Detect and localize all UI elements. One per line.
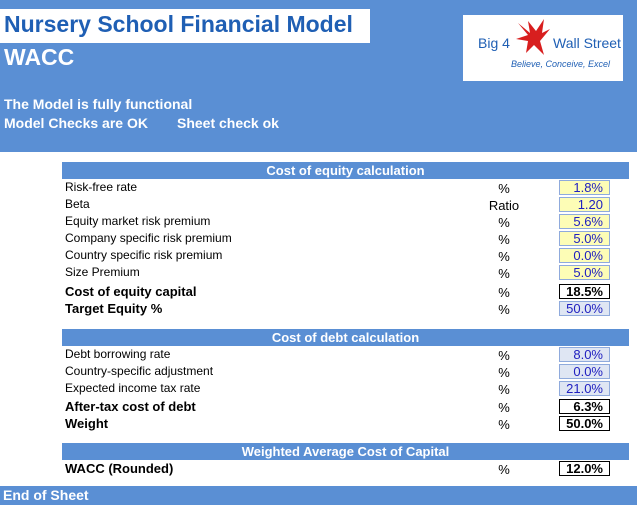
after-tax-debt-value[interactable]: 6.3% <box>559 399 610 414</box>
equity-panel <box>62 179 629 321</box>
row-label: After-tax cost of debt <box>65 399 196 414</box>
row-label: WACC (Rounded) <box>65 461 174 476</box>
row-unit: % <box>498 285 510 300</box>
debt-panel <box>62 346 629 434</box>
status-sheet-check: Sheet check ok <box>177 115 279 131</box>
row-unit: % <box>498 462 510 477</box>
status-functional: The Model is fully functional <box>4 96 193 112</box>
cost-of-equity-value[interactable]: 18.5% <box>559 284 610 299</box>
table-row <box>62 247 629 264</box>
row-unit: % <box>498 382 510 397</box>
row-unit: % <box>498 232 510 247</box>
equity-section-heading: Cost of equity calculation <box>62 162 629 179</box>
row-label: Debt borrowing rate <box>65 347 171 361</box>
table-row <box>62 398 629 415</box>
row-unit: % <box>498 400 510 415</box>
debt-rate-input[interactable]: 8.0% <box>559 347 610 362</box>
row-unit: % <box>498 215 510 230</box>
table-row <box>62 179 629 196</box>
country-adjustment-input[interactable]: 0.0% <box>559 364 610 379</box>
wacc-panel <box>62 460 629 480</box>
country-risk-premium-input[interactable]: 0.0% <box>559 248 610 263</box>
sheet-subtitle: WACC <box>4 44 75 70</box>
status-model-checks: Model Checks are OK <box>4 115 148 131</box>
table-row <box>62 230 629 247</box>
row-unit: % <box>498 302 510 317</box>
row-unit: % <box>498 365 510 380</box>
logo-word-2: Wall Street <box>553 35 621 51</box>
tax-rate-input[interactable]: 21.0% <box>559 381 610 396</box>
row-unit: % <box>498 417 510 432</box>
wacc-value[interactable]: 12.0% <box>559 461 610 476</box>
row-unit: Ratio <box>488 198 520 213</box>
table-row <box>62 213 629 230</box>
debt-section-heading: Cost of debt calculation <box>62 329 629 346</box>
row-label: Company specific risk premium <box>65 231 232 245</box>
company-risk-premium-input[interactable]: 5.0% <box>559 231 610 246</box>
table-row <box>62 460 629 477</box>
size-premium-input[interactable]: 5.0% <box>559 265 610 280</box>
equity-risk-premium-input[interactable]: 5.6% <box>559 214 610 229</box>
row-unit: % <box>498 266 510 281</box>
table-row <box>62 415 629 432</box>
end-of-sheet-label: End of Sheet <box>3 487 89 503</box>
row-unit: % <box>498 249 510 264</box>
row-label: Equity market risk premium <box>65 214 211 228</box>
debt-weight-value[interactable]: 50.0% <box>559 416 610 431</box>
logo-word-1: Big 4 <box>478 35 510 51</box>
company-logo <box>463 15 623 81</box>
row-label: Weight <box>65 416 109 431</box>
table-row <box>62 264 629 281</box>
row-label: Risk-free rate <box>65 180 138 194</box>
table-row <box>62 196 629 213</box>
risk-free-rate-input[interactable]: 1.8% <box>559 180 610 195</box>
row-unit: % <box>498 348 510 363</box>
table-row <box>62 380 629 397</box>
table-row <box>62 300 629 317</box>
sheet-header <box>0 0 637 152</box>
row-label: Target Equity % <box>65 301 163 316</box>
logo-tagline: Believe, Conceive, Excel <box>511 59 611 69</box>
page-title: Nursery School Financial Model <box>4 11 353 37</box>
table-row <box>62 283 629 300</box>
sheet-footer <box>0 486 637 505</box>
wacc-section-heading: Weighted Average Cost of Capital <box>62 443 629 460</box>
beta-input[interactable]: 1.20 <box>559 197 610 212</box>
row-label: Beta <box>65 197 90 211</box>
row-label: Expected income tax rate <box>65 381 201 395</box>
table-row <box>62 363 629 380</box>
row-label: Cost of equity capital <box>65 284 197 299</box>
row-label: Country-specific adjustment <box>65 364 214 378</box>
eagle-icon <box>514 17 554 64</box>
table-row <box>62 346 629 363</box>
row-unit: % <box>498 181 510 196</box>
target-equity-input[interactable]: 50.0% <box>559 301 610 316</box>
row-label: Country specific risk premium <box>65 248 223 262</box>
row-label: Size Premium <box>65 265 140 279</box>
